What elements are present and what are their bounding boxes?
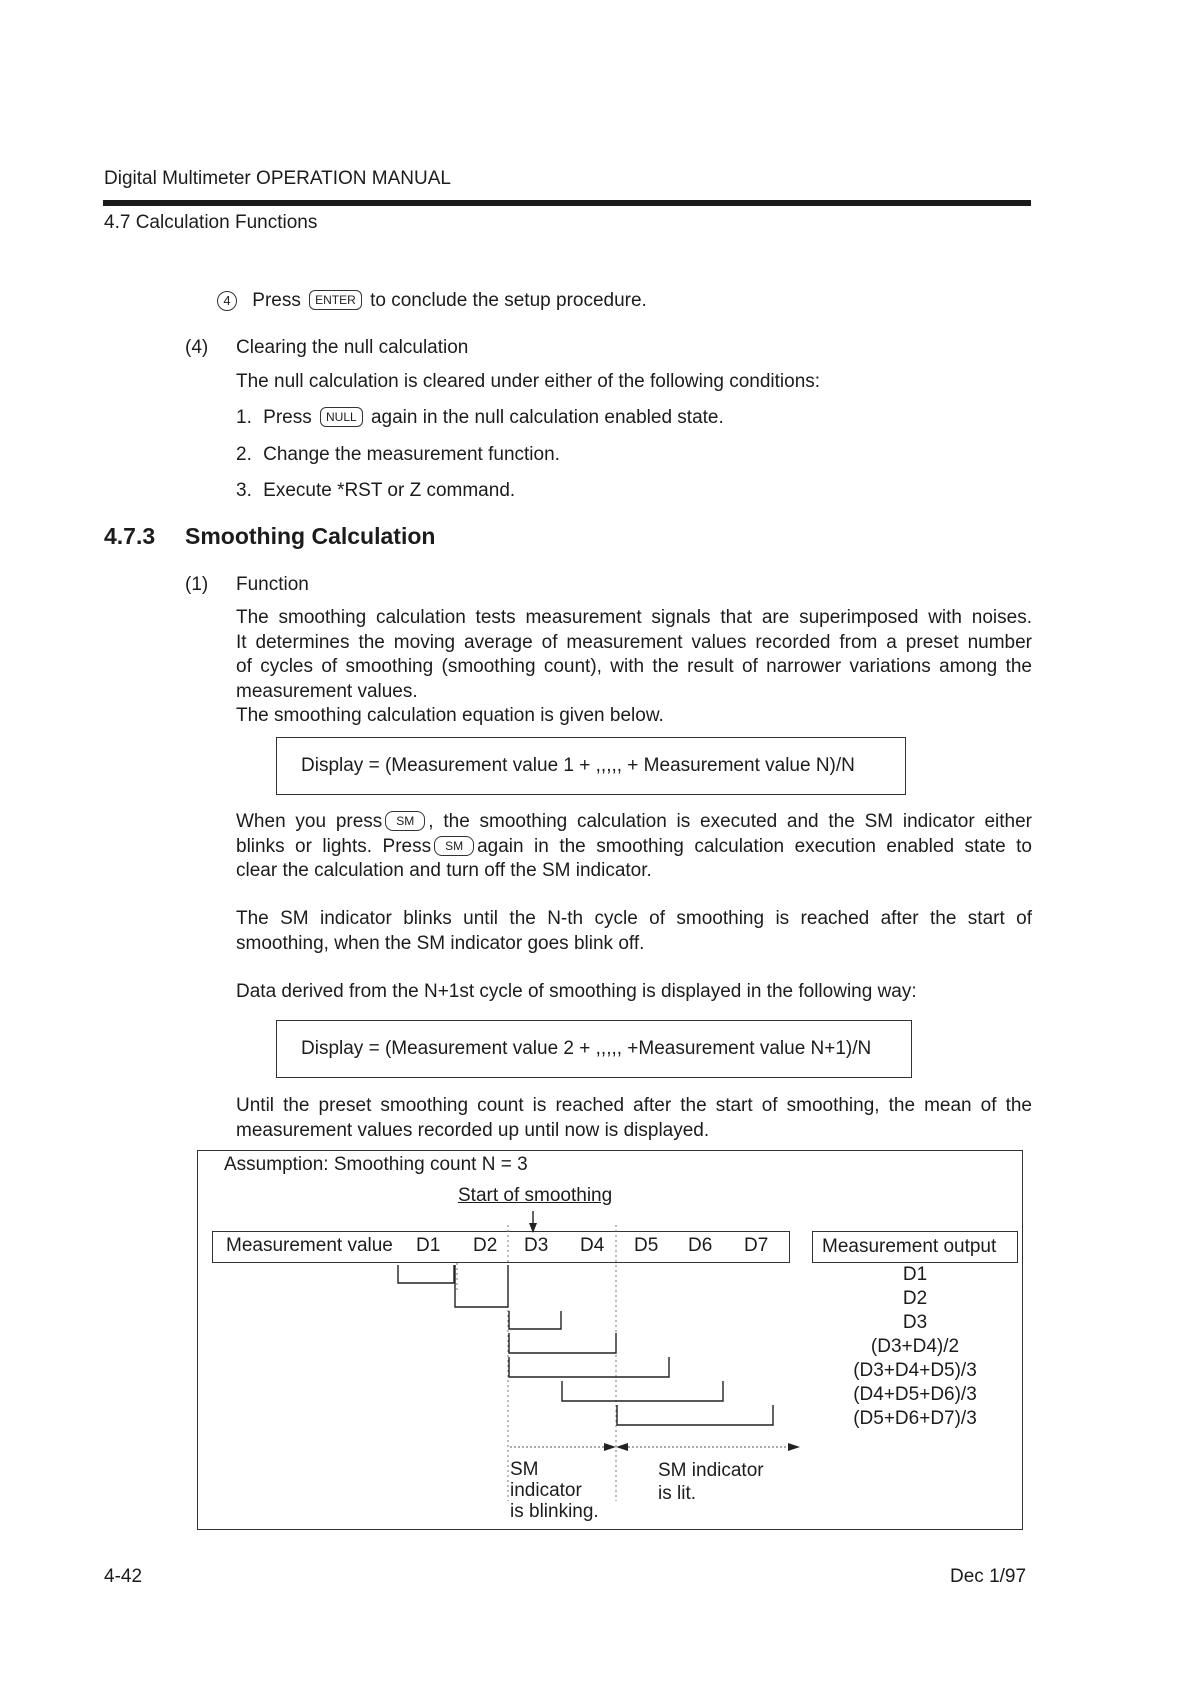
function-number: (1) — [185, 574, 209, 595]
lit-label-line: SM indicator — [658, 1460, 764, 1481]
blink-arrowhead-icon — [604, 1443, 616, 1451]
output-value: (D5+D6+D7)/3 — [853, 1408, 977, 1429]
sm-key-icon: SM — [434, 836, 474, 856]
lit-arrowhead-left-icon — [616, 1443, 628, 1451]
paragraph-line: The smoothing calculation equation is given below. — [236, 705, 664, 726]
section-number: 4.7.3 — [104, 523, 156, 549]
equation-box-1 — [276, 737, 906, 795]
text-after-key: , the smoothing calculation is executed and the SM indicator either — [428, 811, 1032, 832]
equation-box-2 — [276, 1020, 912, 1078]
list-item-text-after: again in the null calculation enabled state. — [370, 407, 724, 428]
value-d7: D7 — [744, 1235, 769, 1256]
list-item — [236, 480, 515, 502]
revision-date: Dec 1/97 — [950, 1566, 1027, 1587]
measurement-output-label: Measurement output — [822, 1236, 997, 1257]
value-d5: D5 — [634, 1235, 659, 1256]
function-paragraph-1 — [236, 606, 1032, 729]
output-value: (D4+D5+D6)/3 — [853, 1384, 977, 1405]
output-value: D3 — [902, 1312, 928, 1333]
sm-lit-label — [658, 1459, 764, 1505]
step-text-after: to conclude the setup procedure. — [370, 290, 647, 311]
diagram-assumption: Assumption: Smoothing count N = 3 — [224, 1154, 528, 1175]
null-key-icon: NULL — [320, 407, 363, 427]
step-number: 4 — [217, 291, 237, 311]
list-item-number: 1. — [236, 407, 252, 428]
blink-label-line: SM — [510, 1459, 539, 1480]
lit-arrowhead-right-icon — [788, 1443, 800, 1451]
function-paragraph-4 — [236, 980, 1032, 1005]
value-d2: D2 — [473, 1235, 498, 1256]
paragraph-line: of cycles of smoothing (smoothing count), with the result of narrower variations among the — [236, 656, 1032, 677]
paragraph-line: It determines the moving average of measurement values recorded from a preset number — [236, 631, 1032, 653]
paragraph-line: Data derived from the N+1st cycle of smoothing is displayed in the following way: — [236, 981, 917, 1002]
output-value: D2 — [902, 1288, 928, 1309]
section-breadcrumb: 4.7 Calculation Functions — [104, 212, 318, 233]
function-title: Function — [236, 574, 309, 595]
function-paragraph-5 — [236, 1094, 1032, 1143]
output-value: D1 — [902, 1264, 928, 1285]
value-d6: D6 — [688, 1235, 713, 1256]
step-4 — [217, 290, 647, 312]
paragraph-line — [236, 835, 1032, 860]
blink-label-line: indicator — [510, 1480, 582, 1501]
start-of-smoothing-label: Start of smoothing — [458, 1185, 613, 1206]
start-arrowhead-icon — [529, 1223, 537, 1233]
list-item — [236, 407, 724, 429]
measurement-value-label: Measurement value — [226, 1235, 393, 1256]
bracket-d3-d4 — [509, 1333, 616, 1353]
output-value: (D3+D4+D5)/3 — [853, 1360, 977, 1381]
function-paragraph-2 — [236, 810, 1032, 884]
sm-blinking-label — [510, 1459, 599, 1522]
paragraph-line: smoothing, when the SM indicator goes blink off. — [236, 932, 645, 954]
output-value: (D3+D4)/2 — [870, 1336, 960, 1357]
paragraph-line: The smoothing calculation tests measurement signals that are superimposed with noises. — [236, 607, 1032, 628]
bracket-d4-d6 — [562, 1381, 723, 1401]
equation-1: Display = (Measurement value 1 + ,,,,, + Measurement value N)/N — [301, 755, 855, 776]
paragraph-line: Until the preset smoothing count is reached after the start of smoothing, the mean of the — [236, 1095, 1032, 1116]
page-number: 4-42 — [104, 1566, 143, 1587]
sm-key-icon: SM — [385, 811, 425, 831]
blink-label-line: is blinking. — [510, 1501, 599, 1522]
smoothing-diagram — [197, 1150, 1023, 1530]
clearing-intro: The null calculation is cleared under either of the following conditions: — [236, 371, 821, 392]
text-before-key: blinks or lights. Press — [236, 835, 432, 857]
paragraph-line: measurement values. — [236, 680, 418, 702]
equation-2: Display = (Measurement value 2 + ,,,,, +Measurement value N+1)/N — [301, 1038, 872, 1059]
clearing-title: Clearing the null calculation — [236, 337, 469, 358]
paragraph-line: measurement values recorded up until now is displayed. — [236, 1119, 710, 1141]
bracket-d3 — [509, 1311, 561, 1329]
paragraph-line: clear the calculation and turn off the SM indicator. — [236, 860, 652, 881]
list-item-number: 2. — [236, 444, 252, 465]
list-item-text: Execute *RST or Z command. — [263, 480, 516, 501]
step-text-before: Press — [252, 290, 301, 311]
list-item — [236, 444, 560, 466]
enter-key-icon: ENTER — [309, 290, 362, 310]
value-d4: D4 — [580, 1235, 605, 1256]
clearing-number: (4) — [185, 337, 209, 358]
paragraph-line — [236, 810, 1032, 835]
averaging-brackets — [198, 1151, 1024, 1531]
paragraph-line: The SM indicator blinks until the N-th cycle of smoothing is reached after the start of — [236, 908, 1032, 929]
lit-label-line: is lit. — [658, 1483, 696, 1504]
manual-title: Digital Multimeter OPERATION MANUAL — [104, 168, 451, 189]
text-after-key: again in the smoothing calculation execution enabled state to — [477, 835, 1032, 857]
bracket-d5-d7 — [617, 1405, 773, 1425]
list-item-text: Change the measurement function. — [263, 444, 560, 465]
bracket-d1 — [398, 1265, 454, 1283]
value-d3: D3 — [524, 1235, 549, 1256]
bracket-d2 — [455, 1265, 508, 1307]
bracket-d3-d5 — [509, 1357, 669, 1377]
function-paragraph-3 — [236, 907, 1032, 956]
text-before-key: When you press — [236, 811, 383, 832]
list-item-number: 3. — [236, 480, 252, 501]
header-rule — [103, 200, 1031, 206]
list-item-text-before: Press — [263, 407, 312, 428]
value-d1: D1 — [416, 1235, 441, 1256]
section-title: Smoothing Calculation — [185, 523, 436, 549]
